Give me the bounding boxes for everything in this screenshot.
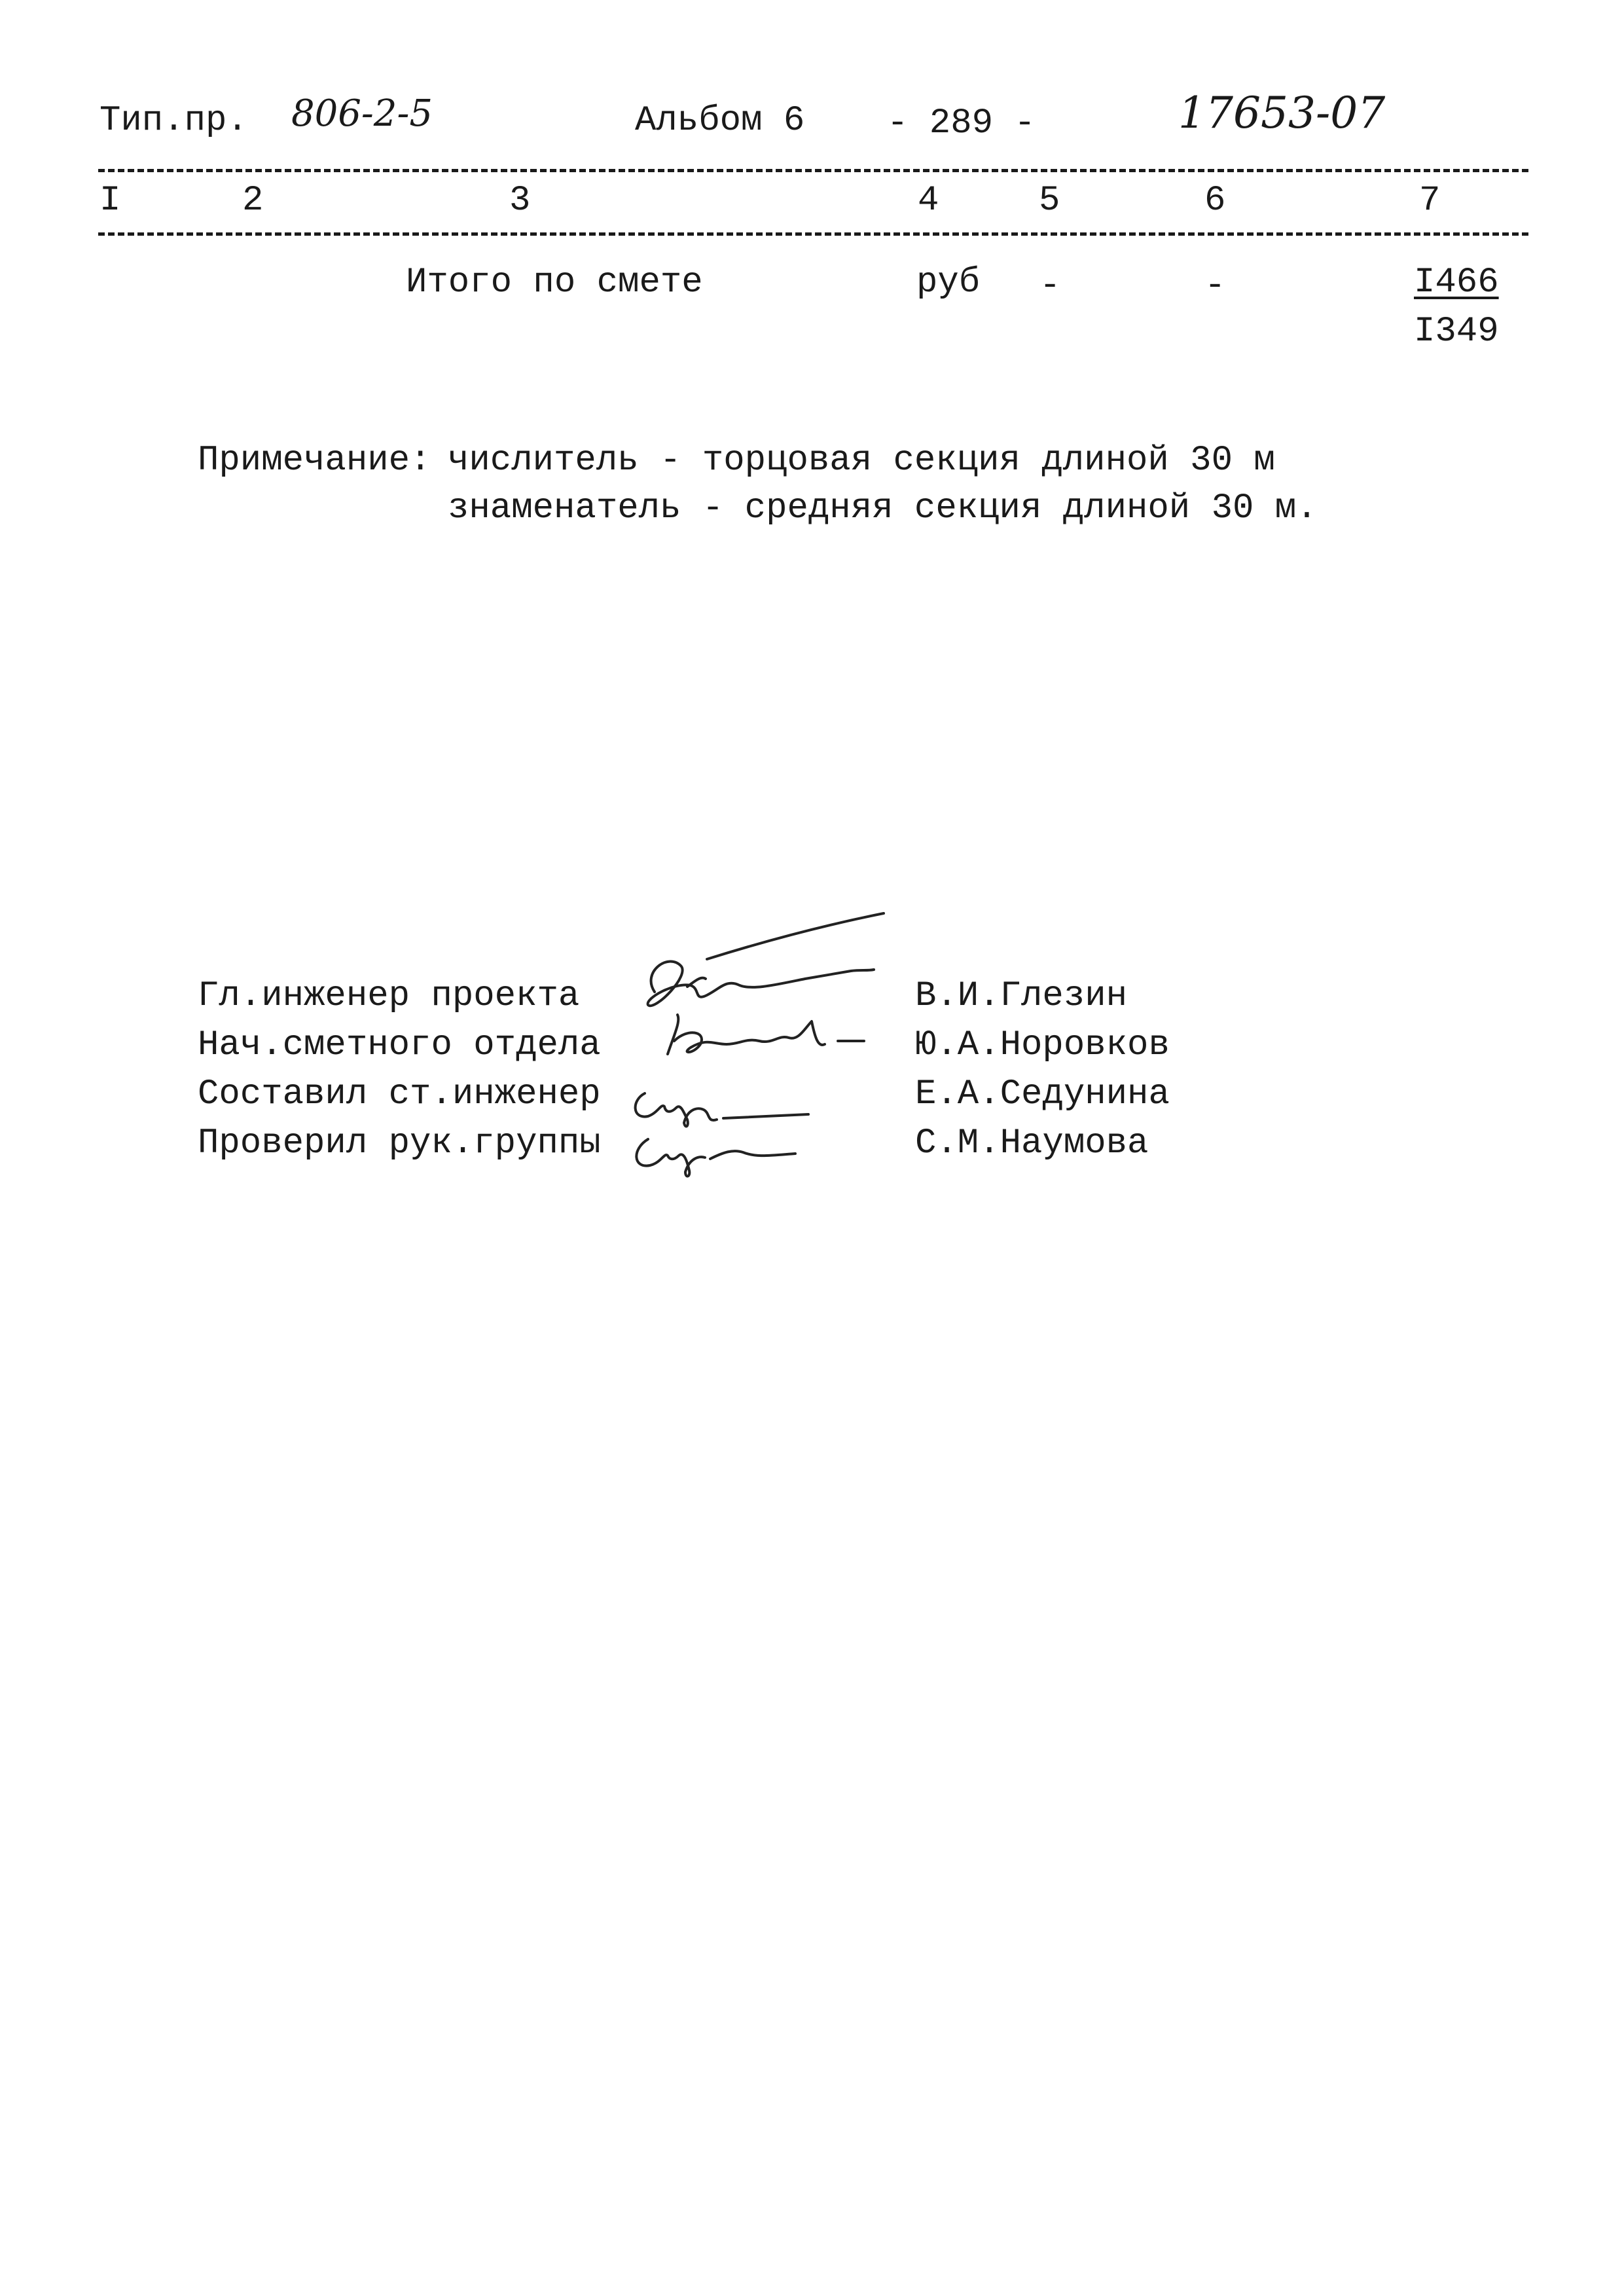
signature-role-2: Нач.сметного отдела [198,1025,601,1065]
signature-name-1: В.И.Глезин [915,976,1128,1016]
signature-name-4: С.М.Наумова [915,1123,1149,1163]
project-number: 806-2-5 [291,92,433,135]
column-header-7: 7 [1419,181,1441,221]
column-header-4: 4 [918,181,939,221]
column-header-6: 6 [1204,181,1226,221]
signature-role-3: Составил ст.инженер [198,1074,601,1114]
column-header-2: 2 [242,181,264,221]
note-line-1: числитель - торцовая секция длиной 30 м [448,441,1275,481]
signature-role-1: Гл.инженер проекта [198,976,580,1016]
total-col5: - [1039,266,1061,306]
column-header-1: I [99,181,121,221]
total-value-denominator: I349 [1414,312,1499,352]
document-number: 17653-07 [1178,88,1386,138]
column-header-3: 3 [509,181,531,221]
header-bottom-rule [98,232,1528,236]
column-header-5: 5 [1039,181,1060,221]
signature-4-scribble [625,1120,835,1185]
total-value-numerator: I466 [1414,263,1499,302]
note-line-2: знаменатель - средняя секция длиной 30 м. [448,488,1318,528]
total-label: Итого по смете [406,263,703,302]
note-label: Примечание: [198,441,431,481]
album-label: Альбом 6 [635,101,805,141]
signature-name-3: Е.А.Седунина [915,1074,1170,1114]
project-label: Тип.пр. [99,101,248,141]
total-unit: руб [916,263,981,302]
page-number: - 289 - [887,103,1036,143]
signature-2-scribble [655,1008,890,1067]
total-col6: - [1204,266,1226,306]
signature-role-4: Проверил рук.группы [198,1123,601,1163]
top-rule [98,169,1528,172]
signature-name-2: Ю.А.Норовков [915,1025,1170,1065]
